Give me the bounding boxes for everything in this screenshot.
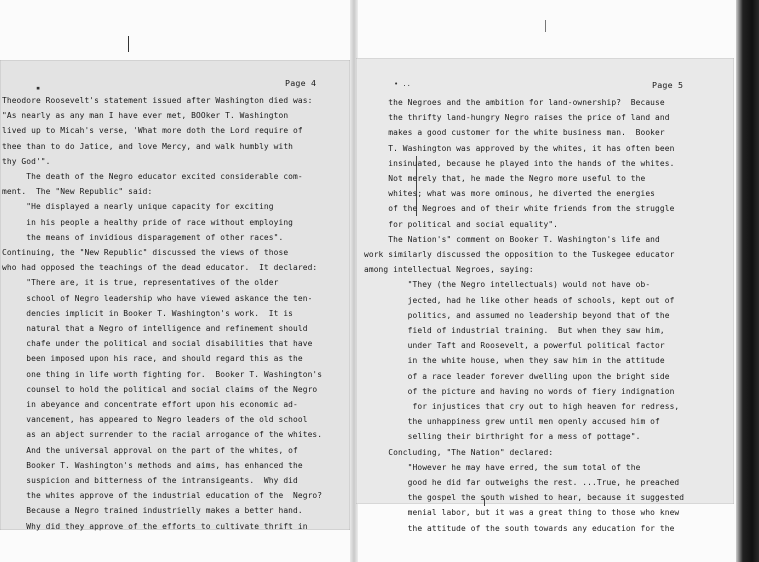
page-number: Page 5 [652,80,684,90]
text-line: for political and social equality". [364,219,559,229]
text-line: thee than to do Jatice, and love Mercy, and walk humbly with [2,141,294,151]
text-line: chafe under the political and social disabilities that have [2,339,313,349]
text-line: been imposed upon his race, and should regard this as the [2,354,303,364]
stray-mark: ▪ [36,84,41,92]
text-line: Why did they approve of the efforts to cultivate thrift in [2,521,308,531]
text-line: The death of the Negro educator excited considerable com- [2,172,303,181]
text-line: of the picture and having no words of fiery indignation [364,386,675,396]
text-line: dencies implicit in Booker T. Washington's work. It is [2,308,294,318]
text-line: of a race leader forever dwelling upon the bright side [364,371,670,381]
text-line: The Nation's" comment on Booker T. Washington's life and [364,234,660,244]
text-line: menial labor, but it was a great thing to those who knew [364,508,680,518]
margin-pencil-mark [545,20,546,32]
document-page-left [0,60,350,530]
text-line: T. Washington was approved by the whites, it has often been [364,143,675,153]
text-line: of the Negroes and of their white friends from the struggle [364,204,675,214]
text-line: Continuing, the "New Republic" discussed the views of those [2,248,289,257]
text-line: one thing in life worth fighting for. Booker T. Washington's [2,369,323,379]
text-line: makes a good customer for the white business man. Booker [364,128,665,138]
text-line: "He displayed a nearly unique capacity for exciting [2,202,274,212]
text-line: the thrifty land-hungry Negro raises the price of land and [364,113,670,123]
text-line: as an abject surrender to the racial arrogance of the whites. [2,430,323,440]
text-line: Concluding, "The Nation" declared: [364,447,554,457]
text-line: good he did far outweighs the rest. ...True, he preached [364,478,680,487]
text-line: vancement, has appeared to Negro leaders of the old school [2,415,308,425]
text-line: under Taft and Roosevelt, a powerful political factor [364,341,665,351]
page-number: Page 4 [285,78,317,88]
text-line: suspicion and bitterness of the intransigeants. Why did [2,476,298,485]
document-page-right [356,58,734,533]
text-line: the attitude of the south towards any education for the [364,523,675,533]
text-line: jected, had he like other heads of schools, kept out of [364,295,675,305]
text-line: "They (the Negro intellectuals) would not have ob- [364,280,651,290]
text-line: Not merely that, he made the Negro more useful to the [364,174,646,183]
text-line: politics, and assumed no leadership beyond that of the [364,310,670,320]
text-line: insinuated, because he played into the hands of the whites. [364,158,675,168]
text-line: who had opposed the teachings of the dead educator. It declared: [2,263,318,273]
text-line: selling their birthright for a mess of pottage". [364,432,641,442]
text-line: the gospel the south wished to hear, because it suggested [364,493,685,503]
text-line: whites; what was more ominous, he diverted the energies [364,189,656,199]
text-line: natural that a Negro of intelligence and refinement should [2,324,308,333]
text-line: counsel to hold the political and social claims of the Negro [2,384,318,394]
text-line: Because a Negro trained industrielly makes a better hand. [2,506,303,516]
text-line: "However he may have erred, the sum total of the [364,462,641,472]
text-line: among intellectual Negroes, saying: [364,265,534,275]
stray-mark: • .. [394,80,411,88]
text-line: in his people a healthy pride of race without employing [2,217,294,227]
text-line: And the universal approval on the part of the whites, of [2,445,298,455]
scan-dark-edge [736,0,759,562]
text-line: "As nearly as any man I have ever met, BOOker T. Washington [2,111,289,121]
text-line: thy God'". [2,156,51,166]
text-line: the means of invidious disparagement of other races". [2,232,284,242]
text-line: lived up to Micah's verse, 'What more doth the Lord require of [2,126,303,136]
text-line: work similarly discussed the opposition to the Tuskegee educator [364,250,675,259]
text-line: field of industrial training. But when they saw him, [364,326,665,335]
text-line: the whites approve of the industrial education of the Negro? [2,491,323,501]
text-line: the Negroes and the ambition for land-ownership? Because [364,98,665,107]
text-line: ment. The "New Republic" said: [2,187,153,197]
text-line: in the white house, when they saw him in the attitude [364,356,665,366]
text-line: the unhappiness grew until men openly accused him of [364,417,660,427]
text-line: Theodore Roosevelt's statement issued after Washington died was: [2,96,313,105]
text-line: "There are, it is true, representatives of the older [2,278,279,288]
text-line: for injustices that cry out to high heaven for redress, [364,402,680,411]
margin-pencil-mark [128,36,129,52]
text-line: Booker T. Washington's methods and aims, has enhanced the [2,460,303,470]
text-line: school of Negro leadership who have viewed askance the ten- [2,293,313,303]
text-line: in abeyance and concentrate effort upon his economic ad- [2,400,298,409]
